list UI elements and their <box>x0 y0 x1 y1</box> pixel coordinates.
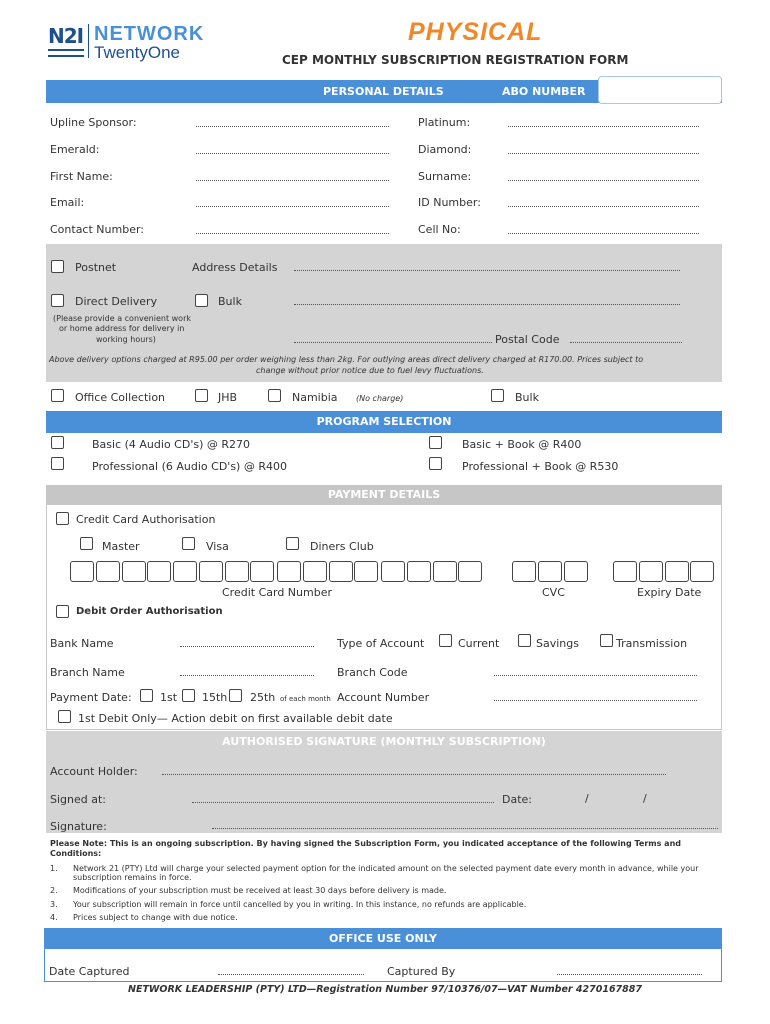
cc-digit-box[interactable] <box>96 561 120 582</box>
bulk-label: Bulk <box>218 295 242 308</box>
signed-at-field[interactable] <box>192 802 494 803</box>
date-25th-checkbox[interactable] <box>229 689 242 702</box>
program-selection-heading: PROGRAM SELECTION <box>316 415 452 428</box>
term-2-text: Modifications of your subscription must be received at least 30 days before delivery is made. <box>73 886 447 895</box>
visa-label: Visa <box>206 540 229 553</box>
platinum-field[interactable] <box>508 126 699 127</box>
emerald-field[interactable] <box>196 153 389 154</box>
basic-label: Basic (4 Audio CD's) @ R270 <box>92 438 250 451</box>
logo-network: NETWORK <box>94 23 205 45</box>
cc-digit-box[interactable] <box>122 561 146 582</box>
signature-label: Signature: <box>50 820 107 833</box>
cc-digit-box[interactable] <box>199 561 223 582</box>
cc-digit-box[interactable] <box>70 561 94 582</box>
of-each-month-label: of each month <box>280 695 331 703</box>
professional-book-checkbox[interactable] <box>429 457 442 470</box>
bank-name-label: Bank Name <box>50 637 114 650</box>
office-use-bar <box>44 928 722 949</box>
delivery-note-3: working hours) <box>96 335 156 344</box>
transmission-label: Transmission <box>616 637 688 650</box>
cc-digit-box[interactable] <box>173 561 197 582</box>
type-of-account-label: Type of Account <box>337 637 425 650</box>
office-collection-checkbox[interactable] <box>51 389 64 402</box>
cc-auth-checkbox[interactable] <box>56 512 69 525</box>
footer: NETWORK LEADERSHIP (PTY) LTD—Registration Number 97/10376/07—VAT Number 4270167887 <box>128 984 642 995</box>
id-number-field[interactable] <box>508 206 699 207</box>
date-1st-checkbox[interactable] <box>140 689 153 702</box>
branch-code-label: Branch Code <box>337 666 408 679</box>
cc-digit-box[interactable] <box>407 561 431 582</box>
date-1st-label: 1st <box>160 691 178 704</box>
first-debit-label: 1st Debit Only— Action debit on first available debit date <box>78 712 393 725</box>
cc-auth-label: Credit Card Authorisation <box>76 513 216 526</box>
term-2-num: 2. <box>50 886 58 895</box>
branch-name-field[interactable] <box>180 675 314 676</box>
platinum-label: Platinum: <box>418 116 471 129</box>
date-15th-checkbox[interactable] <box>182 689 195 702</box>
bulk-checkbox[interactable] <box>195 294 208 307</box>
savings-label: Savings <box>536 637 579 650</box>
upline-sponsor-field[interactable] <box>196 126 389 127</box>
transmission-checkbox[interactable] <box>600 634 613 647</box>
cvc-label: CVC <box>542 586 565 599</box>
upline-sponsor-label: Upline Sponsor: <box>50 116 137 129</box>
namibia-label: Namibia <box>292 391 338 404</box>
delivery-charges-line2: change without prior notice due to fuel levy fluctuations. <box>256 366 484 375</box>
postal-code-label: Postal Code <box>495 333 560 346</box>
personal-details-heading: PERSONAL DETAILS <box>323 85 444 98</box>
payment-date-label: Payment Date: <box>50 691 132 704</box>
master-label: Master <box>102 540 140 553</box>
emerald-label: Emerald: <box>50 143 100 156</box>
bank-name-field[interactable] <box>180 646 314 647</box>
delivery-note-2: or home address for delivery in <box>59 324 185 333</box>
direct-delivery-checkbox[interactable] <box>51 294 64 307</box>
address-details-label: Address Details <box>192 261 278 274</box>
branch-code-field[interactable] <box>494 675 697 676</box>
professional-checkbox[interactable] <box>51 457 64 470</box>
namibia-checkbox[interactable] <box>268 389 281 402</box>
cc-digit-box[interactable] <box>147 561 171 582</box>
cell-no-label: Cell No: <box>418 223 461 236</box>
jhb-checkbox[interactable] <box>195 389 208 402</box>
logo <box>48 22 223 62</box>
signed-at-label: Signed at: <box>50 793 106 806</box>
id-number-label: ID Number: <box>418 196 481 209</box>
postal-code-field[interactable] <box>570 342 682 343</box>
branch-name-label: Branch Name <box>50 666 125 679</box>
expiry-digit-box[interactable] <box>665 561 689 582</box>
logo-divider <box>88 24 89 58</box>
logo-n21: N2I <box>48 24 84 48</box>
visa-checkbox[interactable] <box>182 537 195 550</box>
date-captured-label: Date Captured <box>49 965 130 978</box>
cvc-digit-box[interactable] <box>512 561 536 582</box>
direct-delivery-label: Direct Delivery <box>75 295 158 308</box>
expiry-digit-box[interactable] <box>613 561 637 582</box>
address-line2-field[interactable] <box>294 304 680 305</box>
postnet-label: Postnet <box>75 261 117 274</box>
basic-book-label: Basic + Book @ R400 <box>462 438 582 451</box>
form-title: CEP MONTHLY SUBSCRIPTION REGISTRATION FORM <box>282 53 629 67</box>
no-charge-label: (No charge) <box>356 394 404 403</box>
cell-no-field[interactable] <box>508 233 699 234</box>
diners-label: Diners Club <box>310 540 374 553</box>
payment-details-heading: PAYMENT DETAILS <box>327 488 441 501</box>
cc-digit-box[interactable] <box>458 561 482 582</box>
professional-label: Professional (6 Audio CD's) @ R400 <box>92 460 287 473</box>
contact-number-field[interactable] <box>196 233 389 234</box>
delivery-note-1: (Please provide a convenient work <box>53 314 191 323</box>
date-slash-2: / <box>643 792 647 805</box>
postnet-checkbox[interactable] <box>51 260 64 273</box>
signature-field[interactable] <box>212 828 718 829</box>
account-number-label: Account Number <box>337 691 430 704</box>
term-3-text: Your subscription will remain in force until cancelled by you in writing. In this instance, no refunds are applicable. <box>73 900 527 909</box>
bulk2-checkbox[interactable] <box>491 389 504 402</box>
surname-field[interactable] <box>508 180 699 181</box>
contact-number-label: Contact Number: <box>50 223 144 236</box>
debit-auth-checkbox[interactable] <box>56 605 69 618</box>
account-holder-field[interactable] <box>162 774 666 775</box>
expiry-digit-box[interactable] <box>690 561 714 582</box>
date-label: Date: <box>502 793 532 806</box>
captured-by-field[interactable] <box>557 974 702 975</box>
logo-twentyone: TwentyOne <box>94 43 180 62</box>
term-1-num: 1. <box>50 864 58 873</box>
cvc-digit-box[interactable] <box>538 561 562 582</box>
basic-book-checkbox[interactable] <box>429 436 442 449</box>
cc-digit-box[interactable] <box>250 561 274 582</box>
current-label: Current <box>458 637 500 650</box>
diners-checkbox[interactable] <box>286 537 299 550</box>
first-name-field[interactable] <box>196 180 389 181</box>
cvc-digit-box[interactable] <box>564 561 588 582</box>
cc-digit-box[interactable] <box>225 561 249 582</box>
first-debit-checkbox[interactable] <box>58 710 71 723</box>
date-15th-label: 15th <box>202 691 228 704</box>
debit-auth-label: Debit Order Authorisation <box>76 606 223 617</box>
office-use-heading: OFFICE USE ONLY <box>329 932 437 945</box>
cc-digit-box[interactable] <box>329 561 353 582</box>
master-checkbox[interactable] <box>80 537 93 550</box>
delivery-charges-line1: Above delivery options charged at R95.00 per order weighing less than 2kg. For outlying areas direct delivery charged at R170.00. Prices subject to <box>49 355 644 364</box>
address-details-field[interactable] <box>294 270 680 271</box>
office-collection-label: Office Collection <box>75 391 166 404</box>
account-holder-label: Account Holder: <box>50 765 138 778</box>
credit-card-number-label: Credit Card Number <box>222 586 332 599</box>
abo-number-field[interactable] <box>598 76 722 104</box>
email-label: Email: <box>50 196 85 209</box>
program-selection-bar <box>46 411 722 433</box>
captured-by-label: Captured By <box>387 965 456 978</box>
date-slash-1: / <box>585 792 589 805</box>
account-number-field[interactable] <box>494 700 697 701</box>
basic-checkbox[interactable] <box>51 436 64 449</box>
signature-heading: AUTHORISED SIGNATURE (MONTHLY SUBSCRIPTION) <box>222 735 546 748</box>
first-name-label: First Name: <box>50 170 113 183</box>
logo-bars <box>48 49 84 57</box>
expiry-digit-box[interactable] <box>639 561 663 582</box>
diamond-field[interactable] <box>508 153 699 154</box>
cc-digit-box[interactable] <box>277 561 301 582</box>
bulk2-label: Bulk <box>515 391 539 404</box>
cc-digit-box[interactable] <box>381 561 405 582</box>
date-captured-field[interactable] <box>218 974 364 975</box>
term-4-text: Prices subject to change with due notice. <box>73 913 238 922</box>
cc-digit-box[interactable] <box>303 561 327 582</box>
professional-book-label: Professional + Book @ R530 <box>462 460 619 473</box>
current-checkbox[interactable] <box>439 634 452 647</box>
address-line3-field[interactable] <box>294 342 492 343</box>
date-25th-label: 25th <box>250 691 276 704</box>
abo-number-label: ABO NUMBER <box>502 85 586 98</box>
term-3-num: 3. <box>50 900 58 909</box>
savings-checkbox[interactable] <box>518 634 531 647</box>
term-4-num: 4. <box>50 913 58 922</box>
cc-digit-box[interactable] <box>354 561 378 582</box>
cc-digit-box[interactable] <box>433 561 457 582</box>
email-field[interactable] <box>196 206 389 207</box>
jhb-label: JHB <box>218 391 238 404</box>
physical-title: PHYSICAL <box>408 18 543 46</box>
term-1-text: Network 21 (PTY) Ltd will charge your selected payment option for the indicated amount on the selected payment date every month in advance, while your subscription remains in force. <box>73 864 699 882</box>
diamond-label: Diamond: <box>418 143 472 156</box>
payment-details-bar <box>46 485 722 505</box>
expiry-date-label: Expiry Date <box>637 586 702 599</box>
surname-label: Surname: <box>418 170 472 183</box>
terms-note: Please Note: This is an ongoing subscription. By having signed the Subscription Form, you indicated acceptance of the following Terms and Conditions: <box>50 839 681 858</box>
